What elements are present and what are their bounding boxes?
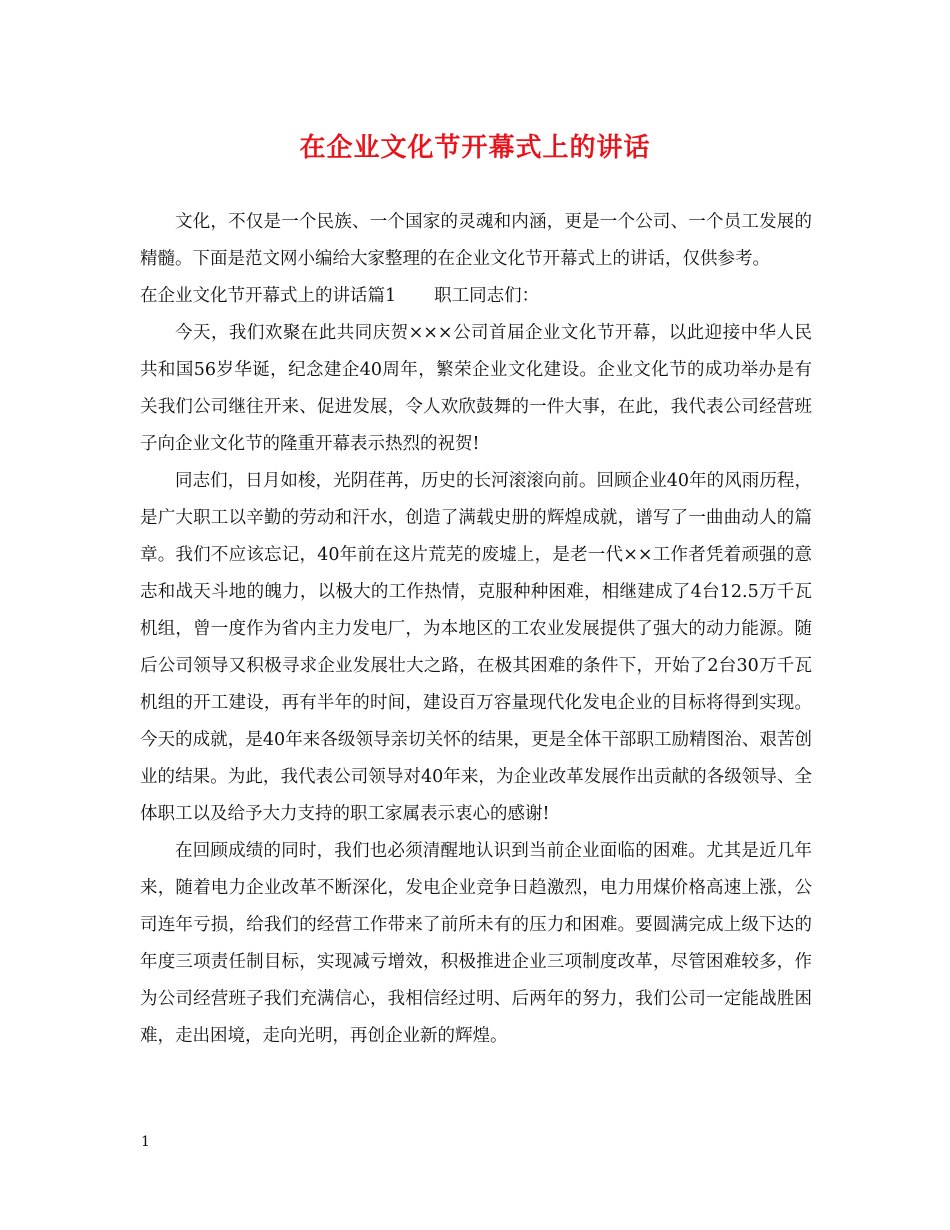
document-title: 在企业文化节开幕式上的讲话 [299, 133, 651, 163]
section-heading-line [140, 278, 812, 315]
page-number: 1 [141, 1134, 150, 1150]
body-paragraph-2: 同志们，日月如梭，光阴荏苒，历史的长河滚滚向前。回顾企业40年的风雨历程，是广大职工以辛勤的劳动和汗水，创造了满载史册的辉煌成就，谱写了一曲曲动人的篇章。我们不应该忘记，40年前在这片荒芜的废墟上，是老一代××工作者凭着顽强的意志和战天斗地的魄力，以极大的工作热情，克服种种困难，相继建成了4台12.5万千瓦机组，曾一度作为省内主力发电厂，为本地区的工农业发展提供了强大的动力能源。随后公司领导又积极寻求企业发展壮大之路，在极其困难的条件下，开始了2台30万千瓦机组的开工建设，再有半年的时间，建设百万容量现代化发电企业的目标将得到实现。今天的成就，是40年来各级领导亲切关怀的结果，更是全体干部职工励精图治、艰苦创业的结果。为此，我代表公司领导对40年来，为企业改革发展作出贡献的各级领导、全体职工以及给予大力支持的职工家属表示衷心的感谢! [140, 471, 812, 824]
document-body [140, 204, 812, 1055]
intro-paragraph: 文化，不仅是一个民族、一个国家的灵魂和内涵，更是一个公司、一个员工发展的精髓。下面是范文网小编给大家整理的在企业文化节开幕式上的讲话，仅供参考。 [140, 212, 812, 269]
body-paragraph-1: 今天，我们欢聚在此共同庆贺×××公司首届企业文化节开幕，以此迎接中华人民共和国56岁华诞，纪念建企40周年，繁荣企业文化建设。企业文化节的成功举办是有关我们公司继往开来、促进发展，令人欢欣鼓舞的一件大事，在此，我代表公司经营班子向企业文化节的隆重开幕表示热烈的祝贺! [140, 323, 812, 454]
section-heading: 在企业文化节开幕式上的讲话篇1 [140, 286, 397, 306]
salutation: 职工同志们： [434, 286, 540, 306]
body-paragraph-3: 在回顾成绩的同时，我们也必须清醒地认识到当前企业面临的困难。尤其是近几年来，随着电力企业改革不断深化，发电企业竞争日趋激烈，电力用煤价格高速上涨，公司连年亏损，给我们的经营工作带来了前所未有的压力和困难。要圆满完成上级下达的年度三项责任制目标，实现减亏增效，积极推进企业三项制度改革，尽管困难较多，作为公司经营班子我们充满信心，我相信经过明、后两年的努力，我们公司一定能战胜困难，走出困境，走向光明，再创企业新的辉煌。 [140, 841, 812, 1046]
